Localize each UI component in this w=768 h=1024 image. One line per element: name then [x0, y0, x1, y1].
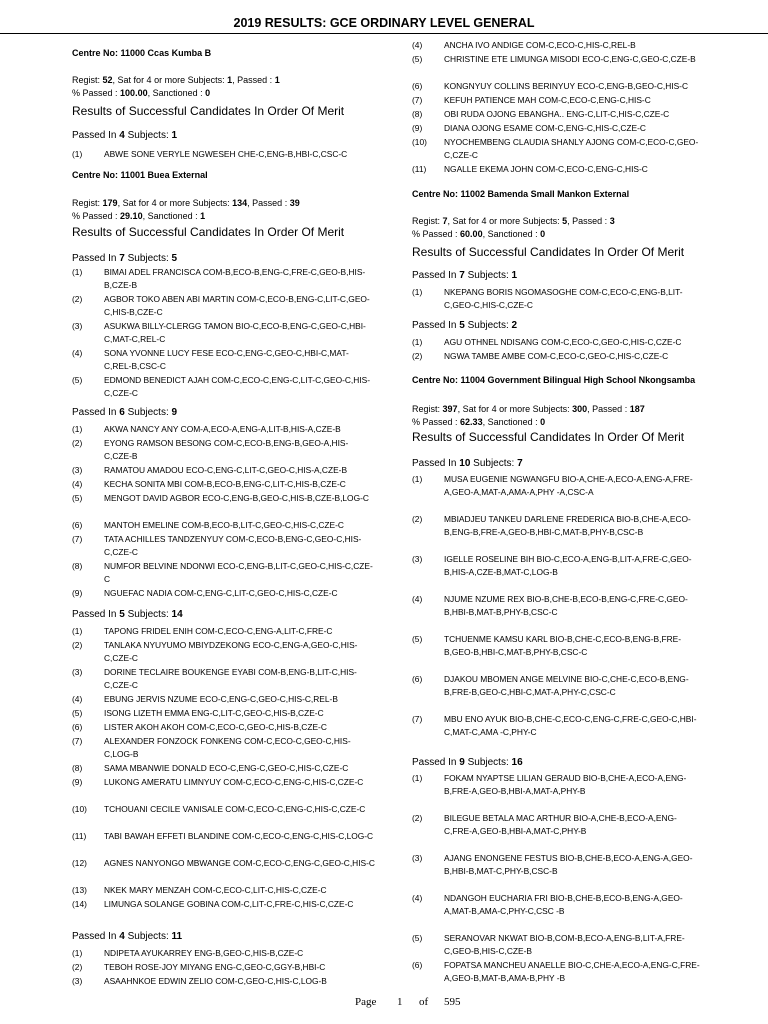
candidate-rank: (2) [72, 640, 83, 650]
subjects-label: Subjects: [127, 407, 169, 418]
centre-name: 11001 Buea External [120, 170, 208, 180]
candidate-rank: (4) [412, 40, 423, 50]
candidate-text: MBIADJEU TANKEU DARLENE FREDERICA BIO-B,CHE-A,ECO-B,ENG-B,FRE-A,GEO-B,HBI-C,MAT-B,PHY-B,CSC-B [444, 514, 691, 537]
candidate-text: MENGOT DAVID AGBOR ECO-C,ENG-B,GEO-C,HIS-B,CZE-B,LOG-C [104, 493, 369, 503]
regist-label: Regist: [412, 216, 441, 226]
subjects-label: Subjects: [127, 253, 169, 264]
candidate-rank: (6) [412, 960, 423, 970]
passed-value: 187 [629, 404, 645, 414]
passed-label: , Passed : [247, 198, 288, 208]
candidate-rank: (6) [412, 674, 423, 684]
candidate-rank: (5) [72, 708, 83, 718]
candidate-text: AGBOR TOKO ABEN ABI MARTIN COM-C,ECO-B,ENG-C,LIT-C,GEO-C,HIS-B,CZE-C [104, 294, 370, 317]
candidate-rank: (12) [72, 858, 87, 868]
candidate-text: NKEPANG BORIS NGOMASOGHE COM-C,ECO-C,ENG-B,LIT-C,GEO-C,HIS-C,CZE-C [444, 287, 683, 310]
candidate-text: BIMAI ADEL FRANCISCA COM-B,ECO-B,ENG-C,FRE-C,GEO-B,HIS-B,CZE-B [104, 267, 366, 290]
candidate-rank: (5) [412, 933, 423, 943]
subjects-label: Subjects: [473, 458, 515, 469]
candidate-text: NGALLE EKEMA JOHN COM-C,ECO-C,ENG-C,HIS-C [444, 164, 648, 174]
candidate-count: 1 [511, 270, 518, 281]
candidate-rank: (3) [72, 667, 83, 677]
candidate-rank: (6) [72, 722, 83, 732]
centre-11001-title [72, 170, 362, 180]
candidate-rank: (7) [72, 736, 83, 746]
passed-heading [412, 757, 523, 768]
candidate-rank: (4) [72, 348, 83, 358]
candidate-text: NGWA TAMBE AMBE COM-C,ECO-C,GEO-C,HIS-C,CZE-C [444, 351, 669, 361]
sat-label: , Sat for 4 or more Subjects: [117, 198, 230, 208]
candidate-rank: (10) [72, 804, 87, 814]
centre-name: 11002 Bamenda Small Mankon External [460, 189, 630, 199]
sat-label: , Sat for 4 or more Subjects: [457, 404, 570, 414]
candidate-rank: (13) [72, 885, 87, 895]
merit-heading: Results of Successful Candidates In Order Of Merit [72, 104, 345, 118]
candidate-text: AJANG ENONGENE FESTUS BIO-B,CHE-B,ECO-A,ENG-A,GEO-B,HBI-B,MAT-C,PHY-B,CSC-B [444, 853, 693, 876]
candidate-rank: (1) [72, 267, 83, 277]
candidate-rank: (4) [72, 694, 83, 704]
candidate-text: SERANOVAR NKWAT BIO-B,COM-B,ECO-A,ENG-B,LIT-A,FRE-C,GEO-B,HIS-C,CZE-B [444, 933, 685, 956]
sanctioned-label: , Sanctioned : [142, 211, 198, 221]
passed-in-label: Passed In [72, 931, 117, 942]
sanctioned-value: 0 [540, 229, 546, 239]
passed-heading [72, 407, 177, 418]
subject-number: 4 [119, 931, 125, 942]
passed-heading [412, 458, 523, 469]
passed-value: 39 [289, 198, 300, 208]
sat-value: 300 [572, 404, 588, 414]
passed-in-label: Passed In [72, 253, 117, 264]
candidate-text: SAMA MBANWIE DONALD ECO-C,ENG-C,GEO-C,HIS-C,CZE-C [104, 763, 349, 773]
passed-heading [72, 253, 177, 264]
regist-label: Regist: [412, 404, 441, 414]
candidate-text: NDIPETA AYUKARREY ENG-B,GEO-C,HIS-B,CZE-C [104, 948, 304, 958]
candidate-text: AGU OTHNEL NDISANG COM-C,ECO-C,GEO-C,HIS-C,CZE-C [444, 337, 682, 347]
subject-number: 9 [459, 757, 465, 768]
sanctioned-label: , Sanctioned : [147, 88, 203, 98]
candidate-text: CHRISTINE ETE LIMUNGA MISODI ECO-C,ENG-C,GEO-C,CZE-B [444, 54, 696, 64]
passed-heading [72, 931, 182, 942]
passed-value: 1 [274, 75, 280, 85]
passed-in-label: Passed In [412, 320, 457, 331]
candidate-text: ASUKWA BILLY-CLERGG TAMON BIO-C,ECO-B,ENG-C,GEO-C,HBI-C,MAT-C,REL-C [104, 321, 366, 344]
passed-heading [412, 320, 517, 331]
stats-line-1 [412, 403, 712, 416]
subject-number: 7 [459, 270, 465, 281]
sat-value: 1 [227, 75, 233, 85]
candidate-rank: (14) [72, 899, 87, 909]
candidate-text: ALEXANDER FONZOCK FONKENG COM-C,ECO-C,GEO-C,HIS-C,LOG-B [104, 736, 351, 759]
candidate-count: 7 [517, 458, 523, 469]
candidate-rank: (5) [412, 54, 423, 64]
candidate-text: IGELLE ROSELINE BIH BIO-C,ECO-A,ENG-B,LIT-A,FRE-C,GEO-B,HIS-A,CZE-B,MAT-C,LOG-B [444, 554, 692, 577]
candidate-rank: (5) [72, 375, 83, 385]
subjects-label: Subjects: [467, 757, 509, 768]
sat-value: 5 [562, 216, 568, 226]
regist-value: 52 [102, 75, 113, 85]
candidate-text: DORINE TECLAIRE BOUKENGE EYABI COM-B,ENG-B,LIT-C,HIS-C,CZE-C [104, 667, 357, 690]
candidate-rank: (3) [412, 554, 423, 564]
regist-label: Regist: [72, 198, 101, 208]
passed-in-label: Passed In [412, 458, 457, 469]
centre-no-label: Centre No: [412, 189, 459, 199]
candidate-rank: (2) [412, 813, 423, 823]
pct-value: 60.00 [460, 229, 483, 239]
candidate-rank: (3) [72, 465, 83, 475]
passed-heading [72, 609, 183, 620]
candidate-rank: (4) [412, 893, 423, 903]
candidate-text: TAPONG FRIDEL ENIH COM-C,ECO-C,ENG-A,LIT-C,FRE-C [104, 626, 333, 636]
passed-heading [412, 270, 517, 281]
pct-value: 100.00 [120, 88, 148, 98]
candidate-rank: (1) [412, 337, 423, 347]
candidate-text: RAMATOU AMADOU ECO-C,ENG-C,LIT-C,GEO-C,HIS-A,CZE-B [104, 465, 348, 475]
candidate-rank: (9) [72, 588, 83, 598]
candidate-rank: (7) [412, 95, 423, 105]
centre-name: 11000 Ccas Kumba B [120, 48, 212, 58]
candidate-text: NKEK MARY MENZAH COM-C,ECO-C,LIT-C,HIS-C,CZE-C [104, 885, 327, 895]
centre-no-label: Centre No: [72, 48, 119, 58]
candidate-rank: (5) [412, 634, 423, 644]
candidate-rank: (9) [412, 123, 423, 133]
passed-value: 3 [609, 216, 615, 226]
candidate-text: DJAKOU MBOMEN ANGE MELVINE BIO-C,CHE-C,ECO-B,ENG-B,FRE-B,GEO-C,HBI-C,MAT-A,PHY-C,CSC-C [444, 674, 689, 697]
subjects-label: Subjects: [127, 931, 169, 942]
candidate-rank: (2) [72, 438, 83, 448]
page-number: 1 [397, 996, 403, 1008]
candidate-text: KONGNYUY COLLINS BERINYUY ECO-C,ENG-B,GEO-C,HIS-C [444, 81, 689, 91]
candidate-count: 1 [171, 130, 178, 141]
subjects-label: Subjects: [127, 609, 169, 620]
candidate-text: AKWA NANCY ANY COM-A,ECO-A,ENG-A,LIT-B,HIS-A,CZE-B [104, 424, 341, 434]
passed-label: , Passed : [232, 75, 273, 85]
candidate-rank: (1) [72, 149, 83, 159]
candidate-text: ASAAHNKOE EDWIN ZELIO COM-C,GEO-C,HIS-C,LOG-B [104, 976, 327, 986]
pct-value: 62.33 [460, 417, 483, 427]
stats-line-2 [72, 210, 372, 223]
subject-number: 5 [119, 609, 125, 620]
stats-line-2 [412, 416, 712, 429]
stats-line-1 [412, 215, 712, 228]
centre-11000-stats [72, 74, 372, 100]
sat-label: , Sat for 4 or more Subjects: [112, 75, 225, 85]
sanctioned-label: , Sanctioned : [482, 229, 538, 239]
candidate-text: OBI RUDA OJONG EBANGHA.. ENG-C,LIT-C,HIS-C,CZE-C [444, 109, 670, 119]
passed-in-label: Passed In [72, 609, 117, 620]
candidate-rank: (3) [72, 321, 83, 331]
candidate-rank: (6) [72, 520, 83, 530]
candidate-text: NJUME NZUME REX BIO-B,CHE-B,ECO-B,ENG-C,FRE-C,GEO-B,HBI-B,MAT-B,PHY-B,CSC-C [444, 594, 688, 617]
subject-number: 10 [459, 458, 471, 469]
centre-11000-title [72, 48, 362, 58]
subjects-label: Subjects: [467, 270, 509, 281]
candidate-text: LISTER AKOH AKOH COM-C,ECO-C,GEO-C,HIS-B,CZE-C [104, 722, 327, 732]
sanctioned-value: 1 [200, 211, 206, 221]
candidate-text: MUSA EUGENIE NGWANGFU BIO-A,CHE-A,ECO-A,ENG-A,FRE-A,GEO-A,MAT-A,AMA-A,PHY -A,CSC-A [444, 474, 693, 497]
candidate-count: 11 [171, 931, 183, 942]
candidate-rank: (1) [72, 626, 83, 636]
centre-11002-title [412, 189, 702, 199]
candidate-rank: (3) [412, 853, 423, 863]
candidate-text: KECHA SONITA MBI COM-B,ECO-B,ENG-C,LIT-C,HIS-B,CZE-C [104, 479, 346, 489]
candidate-rank: (7) [412, 714, 423, 724]
candidate-rank: (11) [412, 164, 427, 174]
stats-line-2 [412, 228, 712, 241]
regist-label: Regist: [72, 75, 101, 85]
candidate-text: TABI BAWAH EFFETI BLANDINE COM-C,ECO-C,ENG-C,HIS-C,LOG-C [104, 831, 374, 841]
candidate-text: NUMFOR BELVINE NDONWI ECO-C,ENG-B,LIT-C,GEO-C,HIS-C,CZE-C [104, 561, 373, 584]
candidate-text: EBUNG JERVIS NZUME ECO-C,ENG-C,GEO-C,HIS-C,REL-B [104, 694, 338, 704]
candidate-rank: (2) [72, 962, 83, 972]
stats-line-1 [72, 74, 372, 87]
candidate-text: NDANGOH EUCHARIA FRI BIO-B,CHE-B,ECO-B,ENG-A,GEO-A,MAT-B,AMA-C,PHY-C,CSC -B [444, 893, 683, 916]
subjects-label: Subjects: [127, 130, 169, 141]
candidate-rank: (1) [412, 287, 423, 297]
candidate-text: SONA YVONNE LUCY FESE ECO-C,ENG-C,GEO-C,HBI-C,MAT-C,REL-B,CSC-C [104, 348, 349, 371]
candidate-rank: (5) [72, 493, 83, 503]
title-rule [0, 33, 768, 34]
candidate-text: TCHUENME KAMSU KARL BIO-B,CHE-C,ECO-B,ENG-B,FRE-B,GEO-B,HBI-C,MAT-B,PHY-B,CSC-C [444, 634, 682, 657]
pct-label: % Passed : [72, 211, 118, 221]
candidate-text: MBU ENO AYUK BIO-B,CHE-C,ECO-C,ENG-C,FRE-C,GEO-C,HBI-C,MAT-C,AMA -C,PHY-C [444, 714, 697, 737]
sanctioned-value: 0 [540, 417, 546, 427]
candidate-text: TATA ACHILLES TANDZENYUY COM-C,ECO-B,ENG-C,GEO-C,HIS-C,CZE-C [104, 534, 362, 557]
candidate-text: BILEGUE BETALA MAC ARTHUR BIO-A,CHE-B,ECO-A,ENG-C,FRE-A,GEO-B,HBI-A,MAT-C,PHY-B [444, 813, 677, 836]
pct-label: % Passed : [72, 88, 118, 98]
candidate-text: TANLAKA NYUYUMO MBIYDZEKONG ECO-C,ENG-A,GEO-C,HIS-C,CZE-C [104, 640, 358, 663]
candidate-text: KEFUH PATIENCE MAH COM-C,ECO-C,ENG-C,HIS-C [444, 95, 651, 105]
sat-label: , Sat for 4 or more Subjects: [447, 216, 560, 226]
candidate-rank: (8) [412, 109, 423, 119]
candidate-text: ISONG LIZETH EMMA ENG-C,LIT-C,GEO-C,HIS-B,CZE-C [104, 708, 324, 718]
candidate-rank: (1) [412, 474, 423, 484]
pct-label: % Passed : [412, 417, 458, 427]
candidate-rank: (3) [72, 976, 83, 986]
pct-label: % Passed : [412, 229, 458, 239]
candidate-count: 16 [511, 757, 523, 768]
candidate-text: MANTOH EMELINE COM-B,ECO-B,LIT-C,GEO-C,HIS-C,CZE-C [104, 520, 344, 530]
merit-heading: Results of Successful Candidates In Order Of Merit [412, 430, 685, 444]
candidate-text: EYONG RAMSON BESONG COM-C,ECO-B,ENG-B,GEO-A,HIS-C,CZE-B [104, 438, 349, 461]
page-title: 2019 RESULTS: GCE ORDINARY LEVEL GENERAL [233, 16, 535, 30]
candidate-text: NGUEFAC NADIA COM-C,ENG-C,LIT-C,GEO-C,HIS-C,CZE-C [104, 588, 338, 598]
subjects-label: Subjects: [467, 320, 509, 331]
centre-11004-title [412, 375, 702, 385]
candidate-rank: (10) [412, 137, 427, 147]
passed-in-label: Passed In [72, 407, 117, 418]
candidate-count: 2 [511, 320, 518, 331]
candidate-rank: (2) [412, 351, 423, 361]
passed-heading [72, 130, 177, 141]
candidate-text: ANCHA IVO ANDIGE COM-C,ECO-C,HIS-C,REL-B [444, 40, 636, 50]
candidate-count: 9 [171, 407, 178, 418]
of-label: of [419, 996, 429, 1008]
merit-heading: Results of Successful Candidates In Order Of Merit [412, 245, 685, 259]
merit-heading: Results of Successful Candidates In Order Of Merit [72, 225, 345, 239]
regist-value: 397 [442, 404, 458, 414]
candidate-text: DIANA OJONG ESAME COM-C,ENG-C,HIS-C,CZE-C [444, 123, 646, 133]
subject-number: 5 [459, 320, 465, 331]
passed-label: , Passed : [587, 404, 628, 414]
candidate-rank: (2) [72, 294, 83, 304]
subject-number: 6 [119, 407, 125, 418]
centre-11002-stats [412, 215, 712, 241]
candidate-rank: (1) [72, 424, 83, 434]
stats-line-1 [72, 197, 372, 210]
candidate-rank: (7) [72, 534, 83, 544]
candidate-rank: (1) [412, 773, 423, 783]
candidate-rank: (4) [72, 479, 83, 489]
regist-value: 7 [442, 216, 448, 226]
subject-number: 7 [119, 253, 125, 264]
passed-in-label: Passed In [412, 270, 457, 281]
candidate-text: EDMOND BENEDICT AJAH COM-C,ECO-C,ENG-C,LIT-C,GEO-C,HIS-C,CZE-C [104, 375, 370, 398]
candidate-text: FOKAM NYAPTSE LILIAN GERAUD BIO-B,CHE-A,ECO-A,ENG-B,FRE-A,GEO-B,HBI-A,MAT-A,PHY-B [444, 773, 687, 796]
passed-label: , Passed : [567, 216, 608, 226]
sat-value: 134 [232, 198, 248, 208]
passed-in-label: Passed In [72, 130, 117, 141]
regist-value: 179 [102, 198, 118, 208]
candidate-text: NYOCHEMBENG CLAUDIA SHANLY AJONG COM-C,ECO-C,GEO-C,CZE-C [444, 137, 699, 160]
candidate-rank: (6) [412, 81, 423, 91]
sanctioned-value: 0 [205, 88, 211, 98]
candidate-text: FOPATSA MANCHEU ANAELLE BIO-C,CHE-A,ECO-A,ENG-C,FRE-A,GEO-B,MAT-B,AMA-B,PHY -B [444, 960, 700, 983]
passed-in-label: Passed In [412, 757, 457, 768]
candidate-rank: (4) [412, 594, 423, 604]
candidate-rank: (11) [72, 831, 87, 841]
centre-name: 11004 Government Bilingual High School Nkongsamba [460, 375, 696, 385]
centre-no-label: Centre No: [412, 375, 459, 385]
centre-11004-stats [412, 403, 712, 429]
candidate-text: AGNES NANYONGO MBWANGE COM-C,ECO-C,ENG-C,GEO-C,HIS-C [104, 858, 375, 868]
candidate-rank: (8) [72, 763, 83, 773]
candidate-rank: (8) [72, 561, 83, 571]
page-total: 595 [444, 996, 461, 1008]
subject-number: 4 [119, 130, 125, 141]
candidate-text: TEBOH ROSE-JOY MIYANG ENG-C,GEO-C,GGY-B,HBI-C [104, 962, 326, 972]
sanctioned-label: , Sanctioned : [482, 417, 538, 427]
candidate-rank: (9) [72, 777, 83, 787]
candidate-text: TCHOUANI CECILE VANISALE COM-C,ECO-C,ENG-C,HIS-C,CZE-C [104, 804, 366, 814]
candidate-rank: (1) [72, 948, 83, 958]
candidate-text: ABWE SONE VERYLE NGWESEH CHE-C,ENG-B,HBI-C,CSC-C [104, 149, 348, 159]
candidate-rank: (2) [412, 514, 423, 524]
stats-line-2 [72, 87, 372, 100]
candidate-count: 14 [171, 609, 183, 620]
centre-no-label: Centre No: [72, 170, 119, 180]
pct-value: 29.10 [120, 211, 143, 221]
page-label: Page [355, 996, 377, 1008]
candidate-text: LUKONG AMERATU LIMNYUY COM-C,ECO-C,ENG-C,HIS-C,CZE-C [104, 777, 364, 787]
candidate-text: LIMUNGA SOLANGE GOBINA COM-C,LIT-C,FRE-C,HIS-C,CZE-C [104, 899, 354, 909]
centre-11001-stats [72, 197, 372, 223]
candidate-count: 5 [171, 253, 178, 264]
